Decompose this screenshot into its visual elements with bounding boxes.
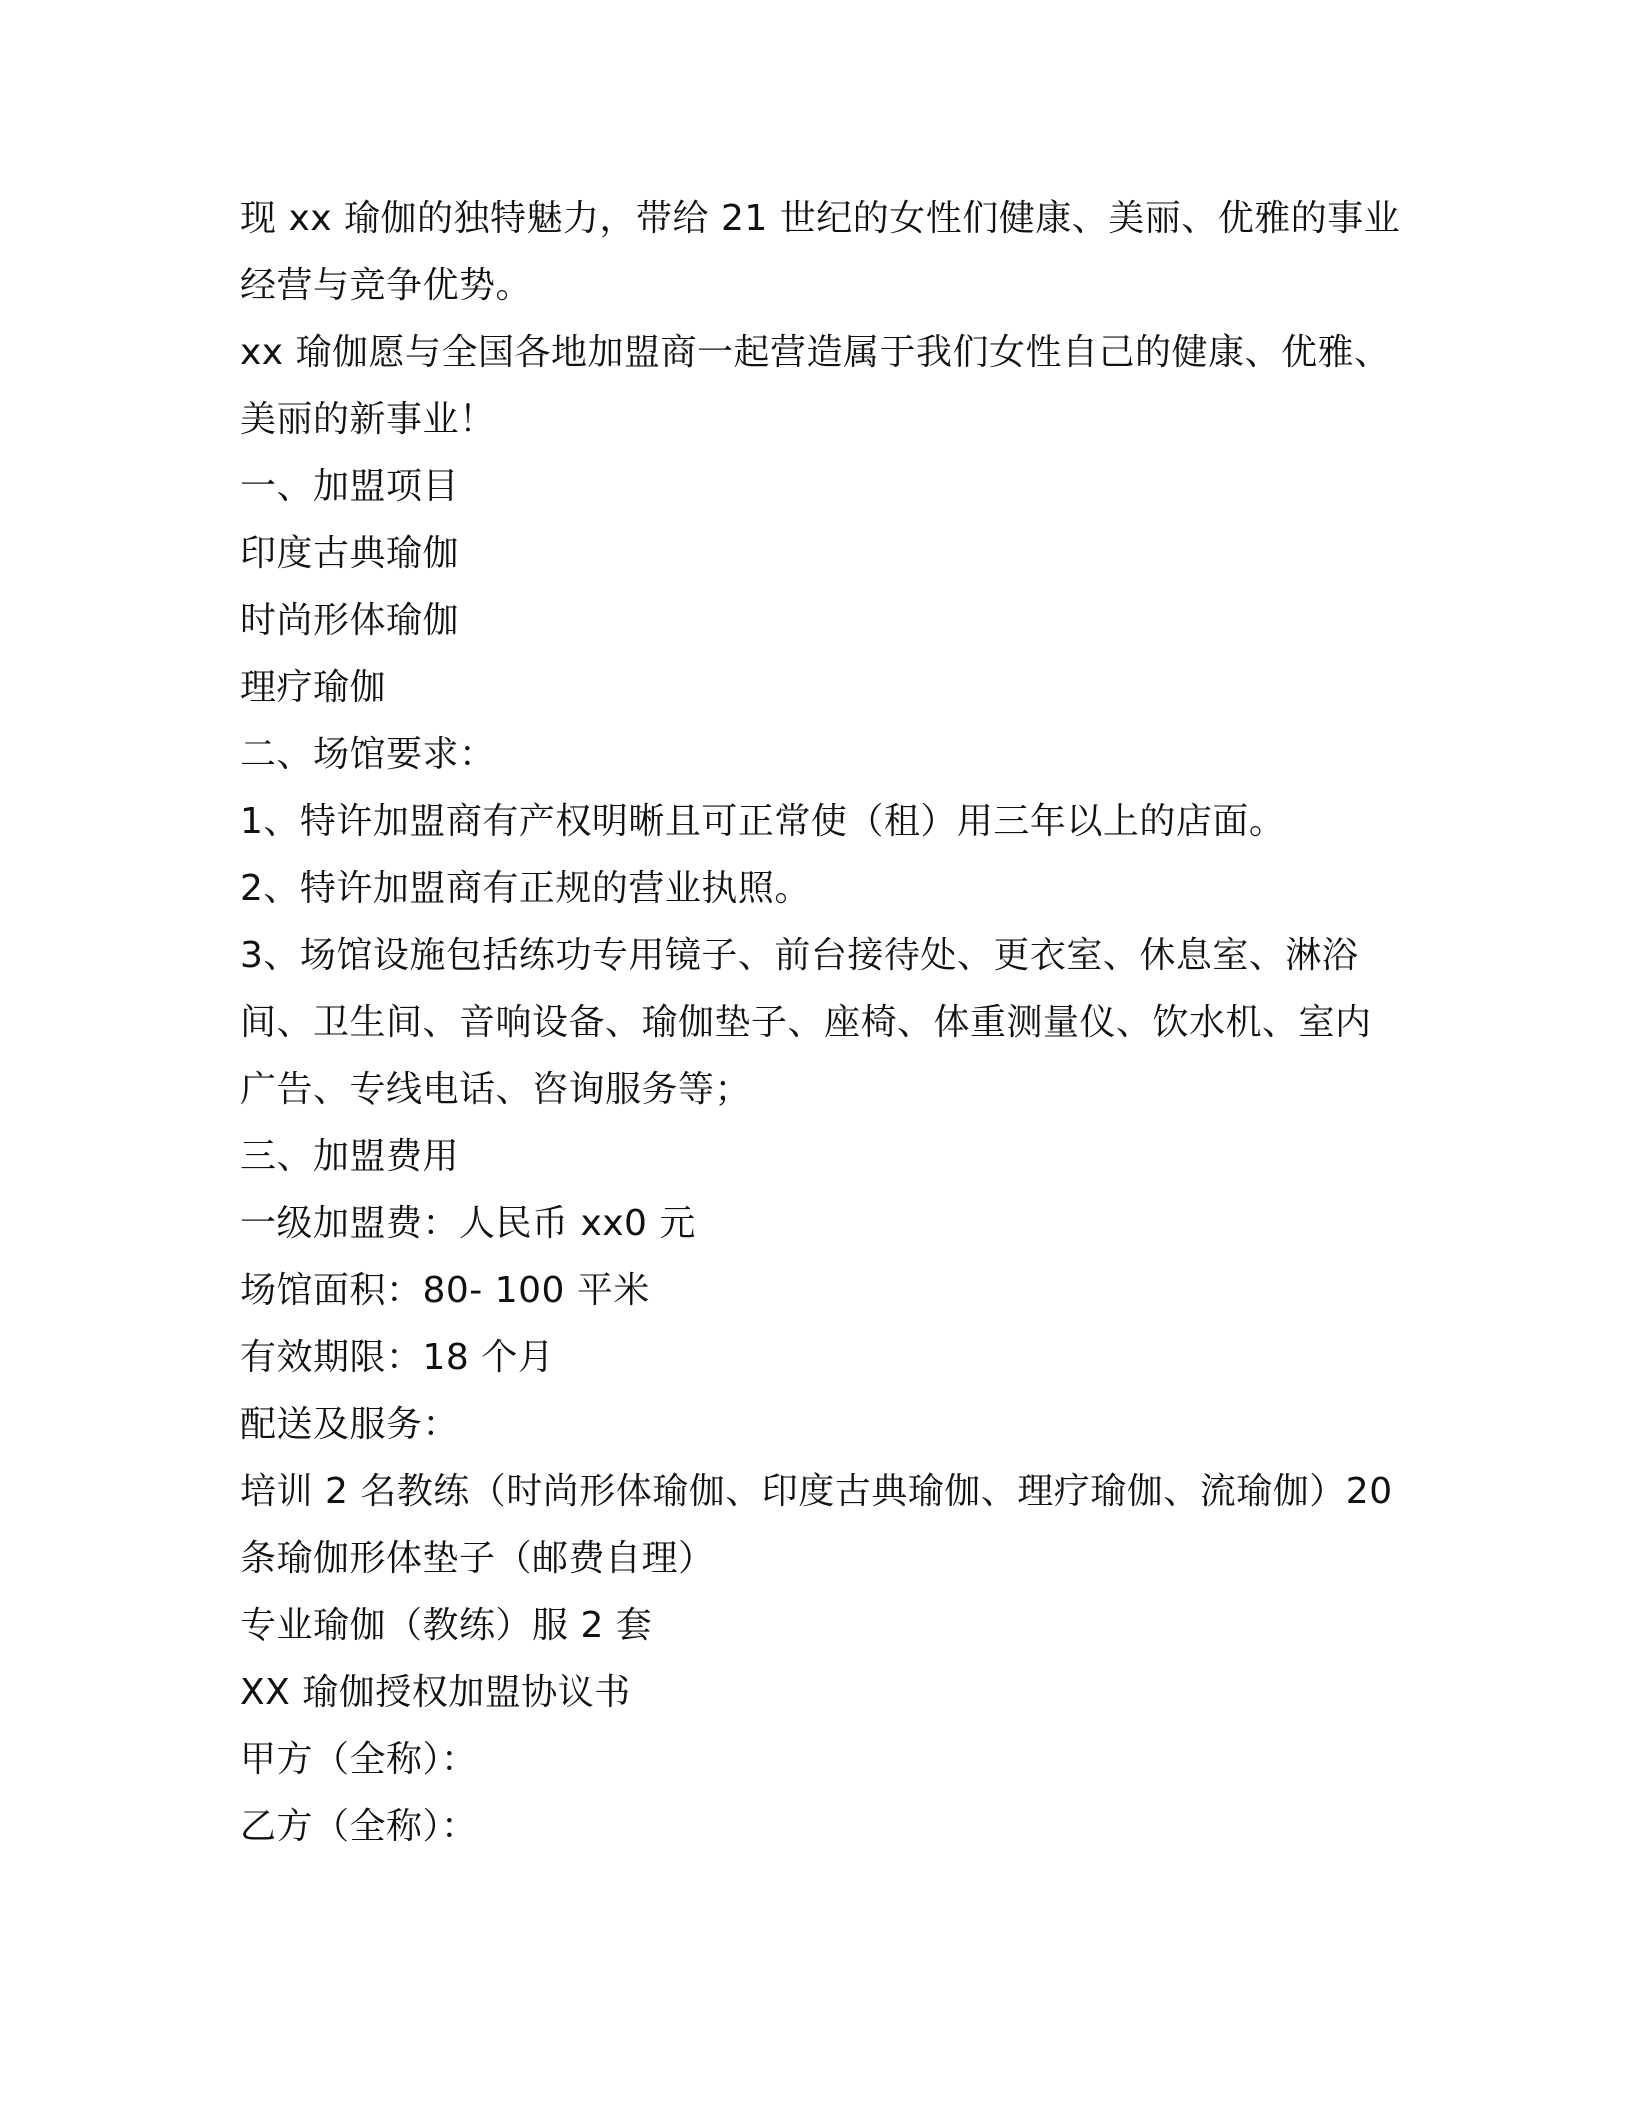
requirement-item-3-line-2: 间、卫生间、音响设备、瑜伽垫子、座椅、体重测量仪、饮水机、室内	[240, 1002, 1372, 1043]
text-line-intro-3: xx 瑜伽愿与全国各地加盟商一起营造属于我们女性自己的健康、优雅、	[240, 332, 1391, 373]
fee-venue-area: 场馆面积：80- 100 平米	[240, 1270, 650, 1311]
text-line-intro-1: 现 xx 瑜伽的独特魅力，带给 21 世纪的女性们健康、美丽、优雅的事业	[240, 198, 1401, 239]
service-training-line-1: 培训 2 名教练（时尚形体瑜伽、印度古典瑜伽、理疗瑜伽、流瑜伽）20	[240, 1471, 1393, 1512]
party-a-field: 甲方（全称）：	[240, 1739, 478, 1780]
text-line-intro-2: 经营与竞争优势。	[240, 265, 533, 306]
project-item-indian-classic: 印度古典瑜伽	[240, 533, 460, 574]
document-body	[240, 185, 1400, 1860]
project-item-therapy: 理疗瑜伽	[240, 667, 387, 708]
requirement-item-1: 1、特许加盟商有产权明晰且可正常使（租）用三年以上的店面。	[240, 801, 1286, 842]
fee-delivery-services: 配送及服务：	[240, 1404, 460, 1445]
service-training-line-2: 条瑜伽形体垫子（邮费自理）	[240, 1538, 715, 1579]
requirement-item-3-line-1: 3、场馆设施包括练功专用镜子、前台接待处、更衣室、休息室、淋浴	[240, 935, 1359, 976]
fee-first-level: 一级加盟费：人民币 xx0 元	[240, 1203, 696, 1244]
section-heading-franchise-fees: 三、加盟费用	[240, 1136, 460, 1177]
agreement-title: XX 瑜伽授权加盟协议书	[240, 1672, 631, 1713]
project-item-fashion-body: 时尚形体瑜伽	[240, 600, 460, 641]
requirement-item-3-line-3: 广告、专线电话、咨询服务等；	[240, 1069, 752, 1110]
party-b-field: 乙方（全称）：	[240, 1806, 478, 1847]
section-heading-venue-requirements: 二、场馆要求：	[240, 734, 496, 775]
service-uniforms: 专业瑜伽（教练）服 2 套	[240, 1605, 653, 1646]
fee-validity-period: 有效期限：18 个月	[240, 1337, 555, 1378]
text-line-intro-4: 美丽的新事业！	[240, 399, 496, 440]
requirement-item-2: 2、特许加盟商有正规的营业执照。	[240, 868, 811, 909]
section-heading-franchise-projects: 一、加盟项目	[240, 466, 460, 507]
